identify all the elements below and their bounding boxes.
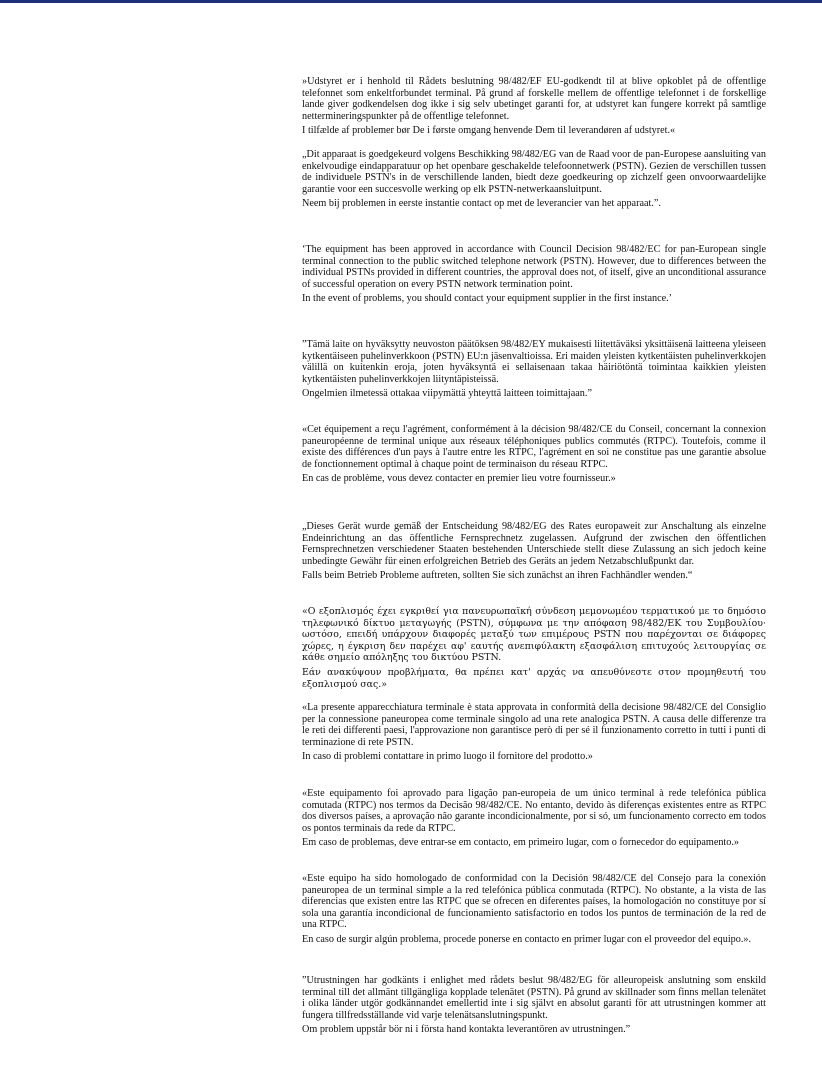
declaration-contact: Εάν ανακύψουν προβλήματα, θα πρέπει κατ' αρχάς να απευθύνεστε στον προμηθευτή του εξοπλισμού σας.» — [302, 666, 766, 690]
declaration-contact: In caso di problemi contattare in primo luogo il fornitore del prodotto.» — [302, 751, 593, 763]
declaration-spanish — [302, 873, 766, 975]
declaration-italian — [302, 702, 766, 788]
declaration-contact: En cas de problème, vous devez contacter en premier lieu votre fournisseur.» — [302, 473, 616, 485]
page-top-rule — [0, 0, 822, 3]
declaration-contact: Neem bij problemen in eerste instantie contact op met de leverancier van het apparaat.”. — [302, 198, 661, 210]
declaration-finnish — [302, 339, 766, 424]
declaration-contact: Em caso de problemas, deve entrar-se em contacto, em primeiro lugar, com o fornecedor do equipamento.» — [302, 837, 740, 849]
declaration-english — [302, 244, 766, 339]
declaration-dutch — [302, 149, 766, 244]
declaration-text: „Dieses Gerät wurde gemäß der Entscheidung 98/482/EG des Rates europaweit zur Anschaltung als einzelne Endeinrichtung an das öffentliche Fernsprechnetz zugelassen. Aufgrund der zwischen den öffentlichen Fernsprechnetzen verschiedener Staaten bestehenden Unterschiede stellt diese Zulassung an sich jedoch keine unbedingte Gewähr für einen erfolgreichen Betrieb des Geräts an jedem Netzabschlußpunkt dar. — [302, 521, 766, 567]
declaration-contact: Om problem uppstår bör ni i första hand kontakta leverantören av utrustningen.” — [302, 1024, 631, 1036]
declaration-swedish — [302, 975, 766, 1036]
declaration-text: »Udstyret er i henhold til Rådets beslutning 98/482/EF EU-godkendt til at blive opkoblet på de offentlige telefonnet som enkeltforbundet terminal. På grund af forskelle mellem de offentlige telefonnet i de forskellige lande giver godkendelsen dog ikke i sig selv ubetinget garanti for, at udstyret kan fungere korrekt på samtlige nettermineringspunkter på de offentlige telefonnet. — [302, 76, 766, 122]
declaration-french — [302, 424, 766, 521]
declaration-text: ”Utrustningen har godkänts i enlighet med rådets beslut 98/482/EG för alleuropeisk anslutning som enskild terminal till det allmänt tillgängliga kopplade telenätet (PSTN). På grund av skillnader som finns mellan telenätet i olika länder utgör godkännandet emellertid inte i sig självt en absolut garanti för att utrustningen kommer att fungera tillfredsställande vid varje telenätsanslutningspunkt. — [302, 975, 766, 1021]
declaration-text: «Cet équipement a reçu l'agrément, conformément à la décision 98/482/CE du Conseil, concernant la connexion paneuropéenne de terminal unique aux réseaux téléphoniques publics commutés (RTPC). Toutefois, comme il existe des différences d'un pays à l'autre entre les RTPC, l'agrément en soi ne constitue pas une garantie absolue de fonctionnement optimal à chaque point de terminaison du réseau RTPC. — [302, 424, 766, 470]
declaration-text: „Dit apparaat is goedgekeurd volgens Beschikking 98/482/EG van de Raad voor de pan-Europese aansluiting van enkelvoudige eindapparatuur op het openbare geschakelde telefoonnetwerk (PSTN). Gezien de verschillen tussen de individuele PSTN's in de verschillende landen, biedt deze goedkeuring op zichzelf geen onvoorwaardelijke garantie voor een succesvolle werking op elk PSTN-netwerkaansluitpunt. — [302, 149, 766, 195]
declaration-german — [302, 521, 766, 606]
declaration-contact: En caso de surgir algún problema, procede ponerse en contacto en primer lugar con el proveedor del equipo.». — [302, 933, 752, 945]
declaration-portuguese — [302, 788, 766, 873]
declaration-contact: Falls beim Betrieb Probleme auftreten, sollten Sie sich zunächst an ihren Fachhändler wenden.“ — [302, 570, 693, 582]
declaration-column — [302, 76, 766, 1039]
declaration-danish — [302, 76, 766, 149]
declaration-text: ”Tämä laite on hyväksytty neuvoston päätöksen 98/482/EY mukaisesti liitettäväksi yksittäisenä laitteena yleiseen kytkentäiseen puhelinverkkoon (PSTN) EU:n jäsenvaltioissa. Eri maiden yleisten kytkentäisten puhelinverkkojen välillä on kuitenkin eroja, joten hyväksyntä ei sellaisenaan takaa häiriötöntä toimintaa kaikkien yleisten kytkentäisten puhelinverkkojen liityntäpisteissä. — [302, 339, 766, 385]
declaration-text: «La presente apparecchiatura terminale è stata approvata in conformità della decisione 98/482/CE del Consiglio per la connessione paneuropea come terminale singolo ad una rete analogica PSTN. A causa delle differenze tra le reti dei differenti paesi, l'approvazione non garantisce però di per sé il funzionamento corretto in tutti i punti di terminazione di rete PSTN. — [302, 702, 766, 748]
declaration-text: ‘The equipment has been approved in accordance with Council Decision 98/482/EC for pan-European single terminal connection to the public switched telephone network (PSTN). However, due to differences between the individual PSTNs provided in different countries, the approval does not, of itself, give an unconditional assurance of successful operation on every PSTN network termination point. — [302, 244, 766, 290]
declaration-contact: I tilfælde af problemer bør De i første omgang henvende Dem til leverandøren af udstyret.« — [302, 125, 676, 137]
declaration-contact: In the event of problems, you should contact your equipment supplier in the first instance.’ — [302, 293, 673, 305]
declaration-text: «Este equipo ha sido homologado de conformidad con la Decisión 98/482/CE del Consejo para la conexión paneuropea de un terminal simple a la red telefónica pública conmutada (RTPC). No obstante, a la vista de las diferencias que existen entre las RTPC que se ofrecen en diferentes países, la homologación no constituye por sí sola una garantía incondicional de funcionamiento satisfactorio en todos los puntos de terminación de la red de una RTPC. — [302, 873, 766, 931]
declaration-text: «Ο εξοπλισμός έχει εγκριθεί για πανευρωπαϊκή σύνδεση μεμονωμέου τερματικού με το δημόσιο τηλεφωνικό δίκτυο μεταγωγής (PSTN), σύμφωνα με την απόφαση 98/482/ΕΚ του Συμβουλίου· ωστόσο, επειδή υπάρχουν διαφορές μεταξύ των επιμέρους PSTN που παρέχονται σε διάφορες χώρες, η έγκριση δεν παρέχει αφ' εαυτής ανεπιφύλακτη εξασφάλιση επιτυχούς λειτουργίας σε κάθε σημείο απόληξης του δικτύου PSTN. — [302, 606, 766, 664]
declaration-text: «Este equipamento foi aprovado para ligação pan-europeia de um único terminal à rede telefónica pública comutada (RTPC) nos termos da Decisão 98/482/CE. No entanto, devido às diferenças existentes entre as RTPC dos diversos países, a aprovação não garante incondicionalmente, por si só, um funcionamento correcto em todos os pontos terminais da rede da RTPC. — [302, 788, 766, 834]
declaration-greek — [302, 606, 766, 702]
declaration-contact: Ongelmien ilmetessä ottakaa viipymättä yhteyttä laitteen toimittajaan.” — [302, 388, 592, 400]
